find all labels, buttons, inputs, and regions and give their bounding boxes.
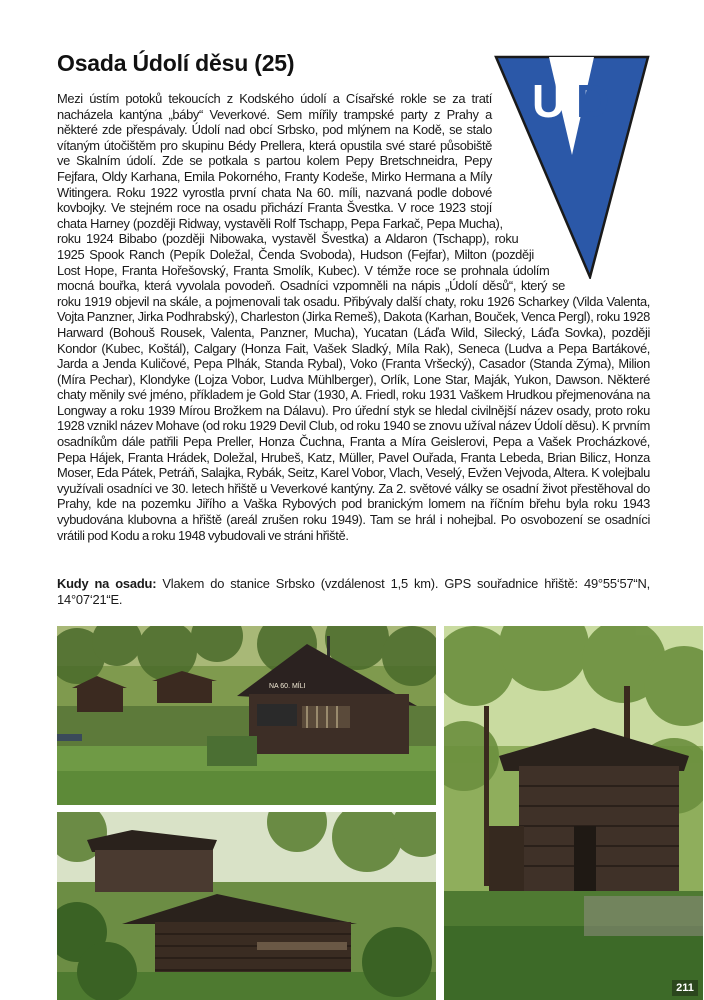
article-body-text: Mezi ústím potoků tekoucích z Kodského údolí a Císařské rokle se za tratí nacházela kantýna „báby“ Veverkové. Sem mířily trampské party z Prahy a některé zde přespávaly. Údolí nad obcí Srbsko, pod mlýnem na Kodě, se stalo vítaným útočištěm pro skupinu Bédy Prellera, která opustila své staré působiště ve Skalním údolí. Zde se potkala s partou kolem Pepy Bretschneidra, Pepy Fejfara, Oldy Karhana, Emila Pokorného, Franty Kodeše, Mirko Hermana a Míly Witingera. Roku 1922 vyrostla první chata Na 60. míli, nazvaná podle dobové kovbojky. Ve stejném roce na osadu přichází Franta Švestka. V roce 1923 stojí chata Harney (později Ridway, vystavěli Rolf Tschapp, Pepa Farkač, Pepa Mucha), roku 1924 Bibabo (později Nibowaka, vystavěl Švestka) a Aldaron (Tschapp), roku 1925 Spook Ranch (Pepík Doležal, Čenda Svoboda), Hudson (Fejfar), Milton (později Lost Hope, Franta Hořešovský, Franta Smolík, Kubec). V témže roce se prohnala údolím mocná bouřka, která vyvolala povodeň. Osadníci vzpomněli na nápis „Údolí děsů“, který se roku 1919 objevil na skále, a pojmenovali tak osadu. Přibývaly další chaty, roku 1926 Scharkey (Vilda Valenta, Vojta Panzner, Jirka Podhrabský), Charleston (Jirka Remeš), Dakota (Karhan, Bouček, Venca Pergl), roku 1928 Harward (Bohouš Rousek, Valenta, Panzner, Mucha), Yucatan (Láďa Wild, Silecký, Láďa Sovka), později Kondor (Kubec, Koštál), Calgary (Honza Fait, Vašek Sladký, Míla Rak), Seneca (Ludva a Pepa Bartákové, Jarda a Jenda Kuličové, Pepa Plhák, Standa Rybal), Voko (Franta Vršecký), Casador (Standa Zýma), Milion (Míra Pechar), Klondyke (Lojza Vobor, Ludva Mühlberger), Orlík, Lone Star, Maják, Yukon, Dawson. Některé chaty měnily své jméno, příkladem je Gold Star (1930, A. Friedl, roku 1931 Vaškem Hrudkou přejmenována na Longway a roku 1939 Mírou Brožkem na Dálavu). Pro úřední styk se hledal civilnější název osady, proto roku 1928 vznikl název Mohave (od roku 1929 Devil Club, od roku 1940 se znovu užíval název Údolí děsu). K prvním osadníkům dále patřili Pepa Preller, Honza Čuchna, Franta a Míra Geislerovi, Pepa a Vašek Procházkové, Pepa Hájek, Franta Hrádek, Doležal, Hrubeš, Katz, Müller, Pavel Ouřada, Franta Lebeda, Brian Bilicz, Honza Moser, Eda Pátek, Petráň, Salajka, Rybák, Seitz, Karel Vobor, Vlach, Veselý, Evžen Vejvoda, Altera. K volejbalu využívali osadníci ve 30. letech hřiště u Veverkové kantýny. Za 2. světové války se osadní život přestěhoval do Prahy, kde na pozemku Jiřího a Vaška Rybových pod branickým lomem na říčním břehu byla roku 1943 vybudována klubovna a hřiště (areál zrušen roku 1949). Tam se hrál i nohejbal. Po osvobození se osadníci vrátili pod Kodu a roku 1948 vybudovali ve stráni hřiště. — [57, 91, 650, 543]
photo-cabin-in-forest — [444, 626, 703, 1000]
photo-log-cabin-porch — [57, 812, 436, 1000]
emblem-letter-u: U — [532, 75, 566, 127]
cabin-sign-na-60-mili: NA 60. MÍLI — [269, 683, 306, 690]
photo-cabin-na-60-mili — [57, 626, 436, 805]
page-number: 211 — [672, 980, 698, 996]
directions-label: Kudy na osadu: — [57, 576, 157, 591]
emblem-letter-d: D — [576, 75, 610, 127]
directions-paragraph — [57, 576, 650, 607]
article-body — [57, 91, 650, 543]
page-title: Osada Údolí děsu (25) — [57, 50, 295, 76]
directions-text: Vlakem do stanice Srbsko (vzdálenost 1,5 km). GPS souřadnice hřiště: 49°55‘57“N, 14°07‘21“E. — [57, 576, 651, 607]
